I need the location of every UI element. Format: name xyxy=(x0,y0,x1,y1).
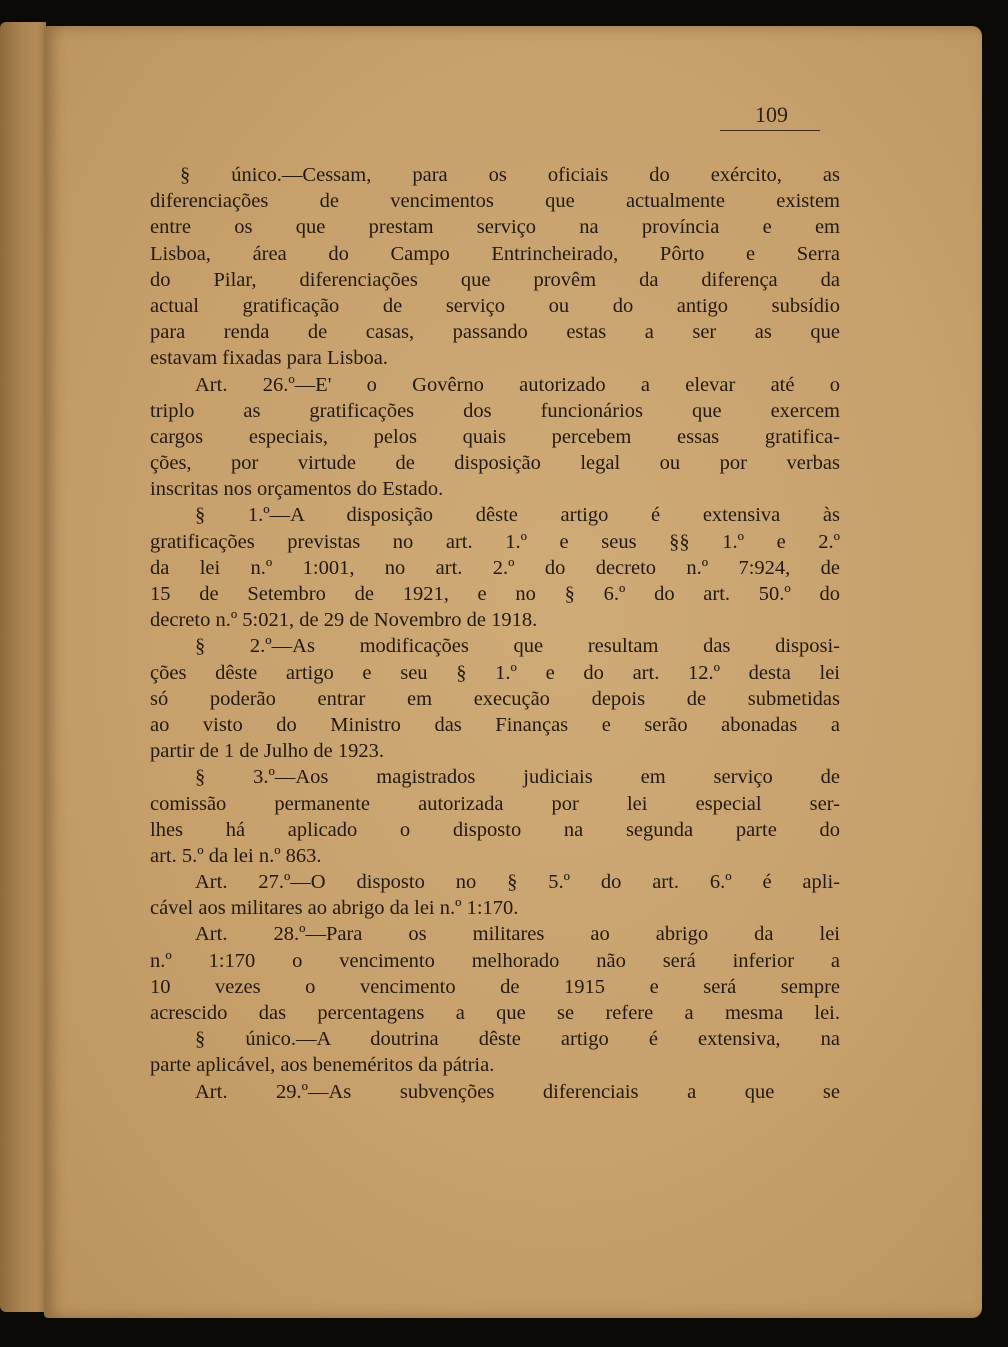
text-line: lhes há aplicado o disposto na segunda parte do xyxy=(150,818,840,841)
text-line: § 3.º—Aos magistrados judiciais em serviço de xyxy=(195,766,840,789)
text-line: ao visto do Ministro das Finanças e serão abonadas a xyxy=(150,713,840,736)
text-line: 10 vezes o vencimento de 1915 e será sempre xyxy=(150,975,840,998)
text-line: cável aos militares ao abrigo da lei n.º 1:170. xyxy=(150,897,519,920)
text-line: § único.—A doutrina dêste artigo é extensiva, na xyxy=(195,1028,840,1051)
text-line: parte aplicável, aos beneméritos da pátria. xyxy=(150,1054,495,1077)
text-line: Lisboa, área do Campo Entrincheirado, Pôrto e Serra xyxy=(150,242,840,265)
text-line: ções, por virtude de disposição legal ou por verbas xyxy=(150,452,840,475)
text-line: partir de 1 de Julho de 1923. xyxy=(150,740,384,763)
text-line: § 2.º—As modificações que resultam das disposi- xyxy=(195,635,840,658)
page-number: 109 xyxy=(755,102,788,127)
text-line: do Pilar, diferenciações que provêm da diferença da xyxy=(150,268,840,291)
text-line: decreto n.º 5:021, de 29 de Novembro de 1918. xyxy=(150,609,538,632)
text-line: só poderão entrar em execução depois de submetidas xyxy=(150,687,840,710)
text-line: inscritas nos orçamentos do Estado. xyxy=(150,478,444,501)
body-text xyxy=(150,162,840,1105)
text-line: art. 5.º da lei n.º 863. xyxy=(150,844,322,867)
text-line: gratificações previstas no art. 1.º e seus §§ 1.º e 2.º xyxy=(150,530,840,553)
text-line: § único.—Cessam, para os oficiais do exército, as xyxy=(180,164,840,186)
text-line: cargos especiais, pelos quais percebem essas gratifica- xyxy=(150,425,840,448)
text-line: triplo as gratificações dos funcionários que exercem xyxy=(150,399,840,422)
page-number-rule xyxy=(720,130,820,131)
text-line: ções dêste artigo e seu § 1.º e do art. 12.º desta lei xyxy=(150,661,840,684)
text-line: comissão permanente autorizada por lei especial ser- xyxy=(150,792,840,815)
book-spine-edge xyxy=(0,22,46,1312)
text-line: estavam fixadas para Lisboa. xyxy=(150,347,388,370)
text-line: n.º 1:170 o vencimento melhorado não será inferior a xyxy=(150,949,840,972)
text-line: Art. 28.º—Para os militares ao abrigo da lei xyxy=(195,923,840,946)
text-line: para renda de casas, passando estas a ser as que xyxy=(150,321,840,344)
text-line: § 1.º—A disposição dêste artigo é extensiva às xyxy=(195,504,840,527)
text-line: 15 de Setembro de 1921, e no § 6.º do art. 50.º do xyxy=(150,583,840,605)
text-line: da lei n.º 1:001, no art. 2.º do decreto n.º 7:924, de xyxy=(150,556,840,579)
text-line: Art. 26.º—E' o Govêrno autorizado a elevar até o xyxy=(195,373,840,396)
text-line: actual gratificação de serviço ou do antigo subsídio xyxy=(150,294,840,317)
text-line: Art. 29.º—As subvenções diferenciais a que se xyxy=(195,1080,840,1103)
text-line: entre os que prestam serviço na província e em xyxy=(150,216,840,239)
text-line: acrescido das percentagens a que se refere a mesma lei. xyxy=(150,1002,840,1024)
text-line: Art. 27.º—O disposto no § 5.º do art. 6.º é apli- xyxy=(195,871,840,894)
text-line: diferenciações de vencimentos que actualmente existem xyxy=(150,190,840,213)
